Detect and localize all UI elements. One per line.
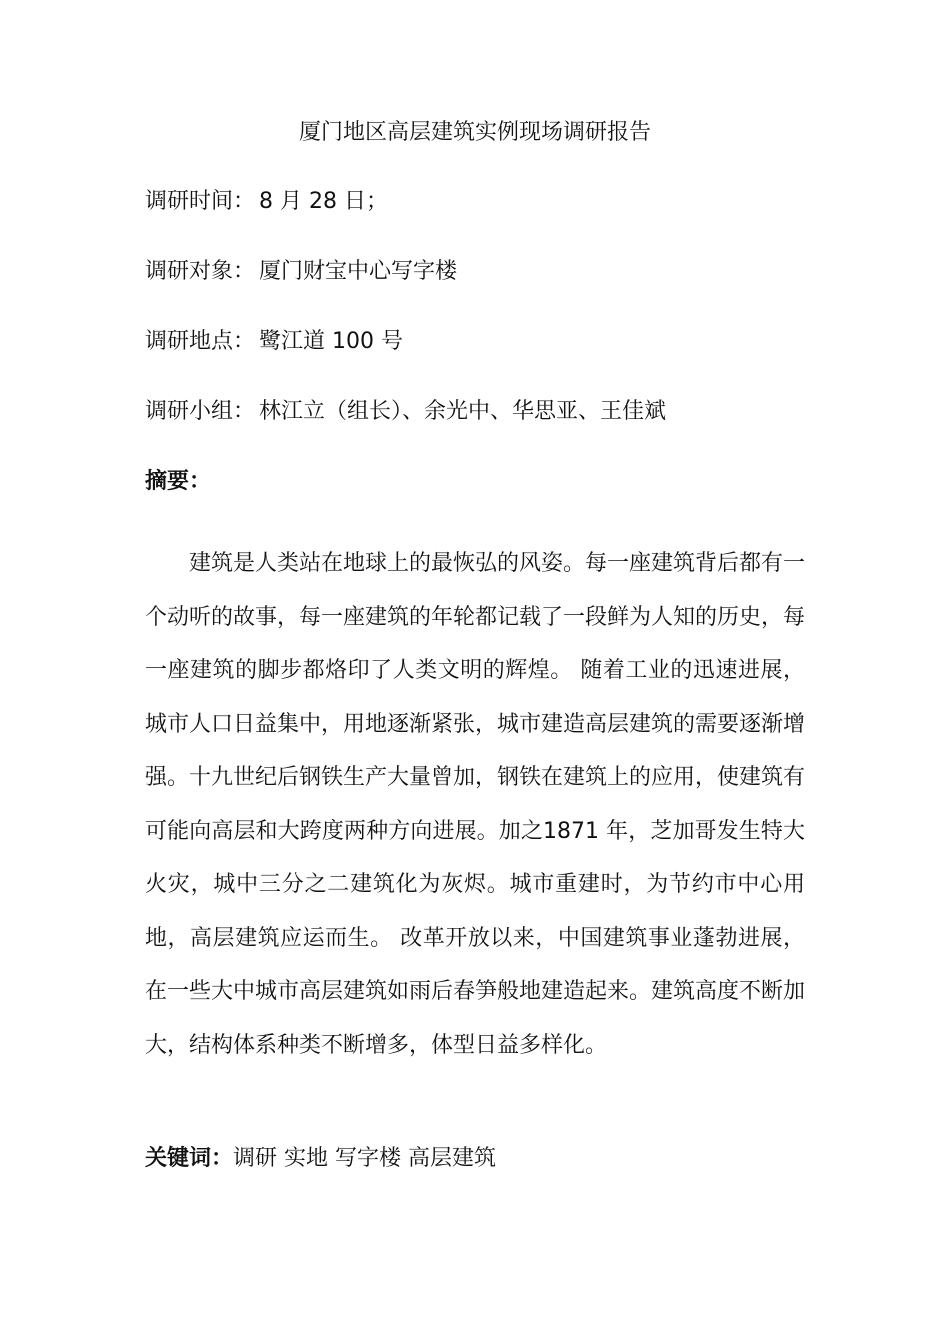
- info-line-time: [145, 187, 388, 217]
- info-value: 8 月 28 日；: [259, 189, 388, 214]
- keywords-line: [145, 1144, 496, 1174]
- info-label: 调研对象：: [145, 259, 256, 284]
- document-title: 厦门地区高层建筑实例现场调研报告: [298, 120, 651, 145]
- info-line-subject: [145, 257, 457, 287]
- info-label: 调研时间：: [145, 189, 256, 214]
- info-value: 林江立（组长）、余光中、华思亚、王佳斌: [259, 399, 667, 424]
- info-line-team: [145, 397, 666, 427]
- info-label: 调研小组：: [145, 399, 256, 424]
- keywords-value: 调研 实地 写字楼 高层建筑: [233, 1146, 496, 1171]
- info-value: 厦门财宝中心写字楼: [259, 259, 458, 284]
- abstract-paragraph: 建筑是人类站在地球上的最恢弘的风姿。每一座建筑背后都有一个动听的故事，每一座建筑的年轮都记载了一段鲜为人知的历史，每一座建筑的脚步都烙印了人类文明的辉煌。 随着工业的迅速进展，城市人口日益集中，用地逐渐紧张，城市建造高层建筑的需要逐渐增强。十九世纪后钢铁生产大量曾加，钢铁在建筑上的应用，使建筑有可能向高层和大跨度两种方向进展。加之1871 年，芝加哥发生特大火灾，城中三分之二建筑化为灰烬。城市重建时，为节约市中心用地，高层建筑应运而生。 改革开放以来，中国建筑事业蓬勃进展，在一些大中城市高层建筑如雨后春笋般地建造起来。建筑高度不断加大，结构体系种类不断增多，体型日益多样化。: [145, 551, 806, 1058]
- abstract-heading: 摘要：: [145, 469, 212, 494]
- keywords-label: 关键词：: [145, 1146, 234, 1171]
- info-line-location: [145, 327, 403, 357]
- info-label: 调研地点：: [145, 329, 256, 354]
- info-value: 鹭江道 100 号: [259, 329, 403, 354]
